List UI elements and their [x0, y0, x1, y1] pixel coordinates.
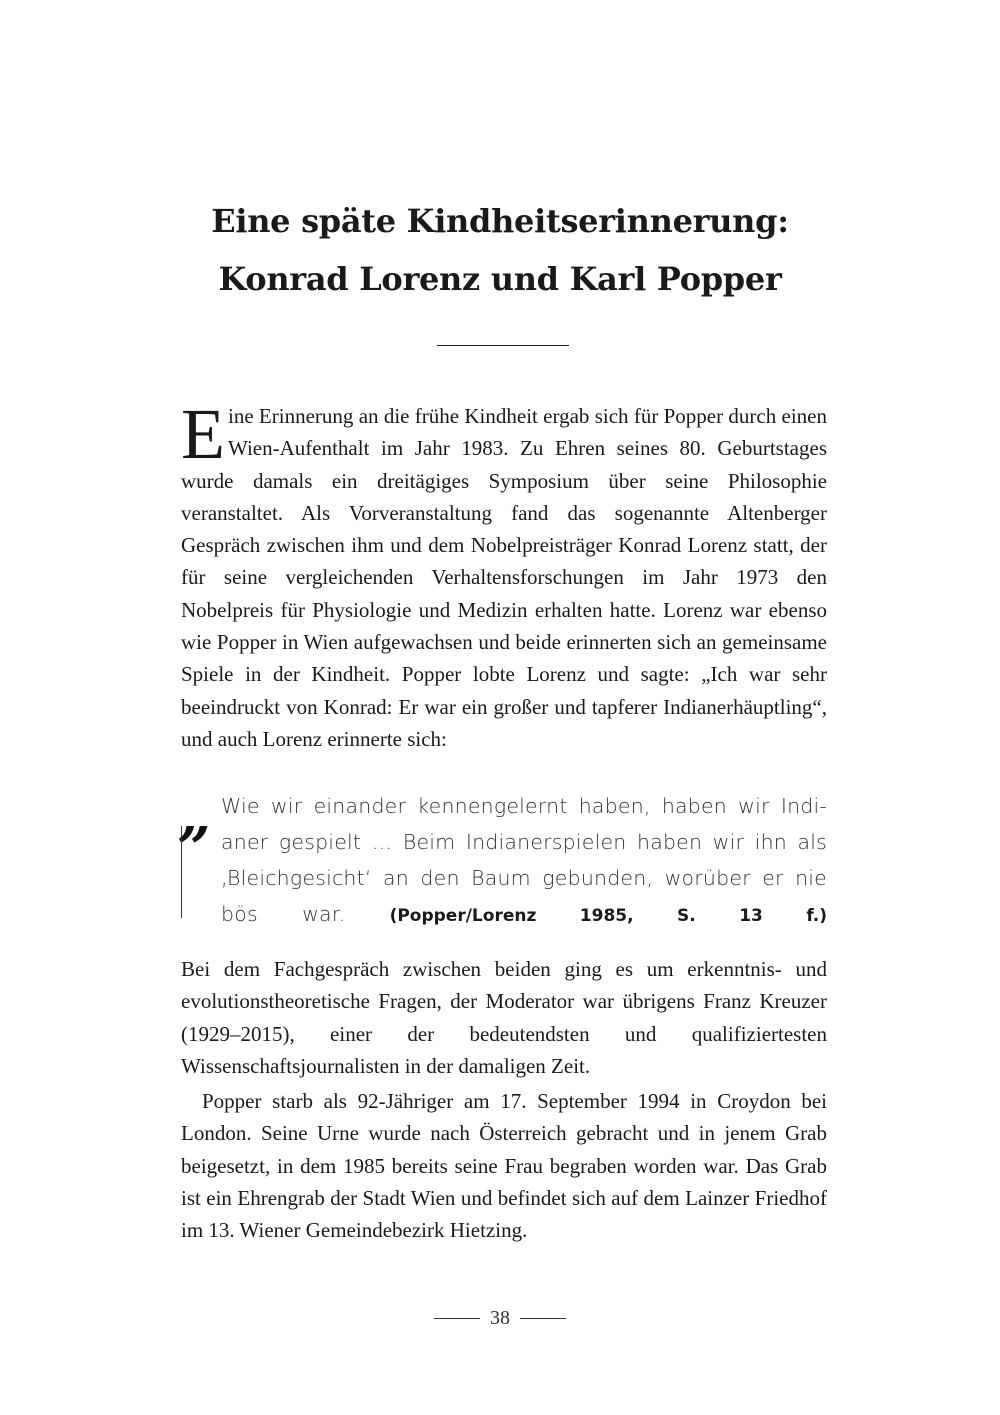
chapter-title	[0, 192, 1000, 308]
paragraph-2: Popper starb als 92-Jähriger am 17. September 1994 in Croydon bei London. Seine Urne wurde nach Österreich gebracht und in jenem Grab beigesetzt, in dem 1985 bereits seine Frau begraben worden war. Das Grab ist ein Ehrengrab der Stadt Wien und befindet sich auf dem Lainzer Friedhof im 13. Wiener Gemeindebezirk Hietzing.	[181, 1089, 827, 1243]
title-divider	[437, 345, 569, 346]
quote-line-2: aner gespielt … Beim Indianerspielen haben wir ihn als	[221, 830, 827, 854]
block-quote	[221, 788, 827, 934]
intro-paragraph	[181, 394, 827, 755]
quote-last-line: bös war.	[221, 902, 346, 926]
footer-rule-left	[434, 1318, 480, 1319]
quote-mark-icon: „	[178, 781, 212, 849]
paragraph-1: Bei dem Fachgespräch zwischen beiden ging es um erkenntnis- und evolutionstheoretische Fragen, der Moderator war übrigens Franz Kreuzer (1929–2015), einer der bedeutendsten und qualifiziertesten Wissenschaftsjournalisten in der damaligen Zeit.	[181, 957, 827, 1078]
intro-text: ine Erinnerung an die frühe Kindheit ergab sich für Popper durch einen Wien-Aufenthalt im Jahr 1983. Zu Ehren seines 80. Geburtstages wurde damals ein dreitägiges Symposium über seine Philosophie veranstaltet. Als Vorveranstaltung fand das sogenannte Altenberger Gespräch zwischen ihm und dem Nobelpreisträger Konrad Lorenz statt, der für seine vergleichenden Verhaltensforschungen im Jahr 1973 den Nobelpreis für Physiologie und Medizin erhalten hatte. Lorenz war ebenso wie Popper in Wien aufgewachsen und beide erinnerten sich an gemeinsame Spiele in der Kindheit. Popper lobte Lorenz und sagte: „Ich war sehr beeindruckt von Konrad: Er war ein großer und tapferer Indianerhäuptling“, und auch Lorenz erinnerte sich:	[181, 404, 827, 751]
footer-rule-right	[520, 1318, 566, 1319]
page-footer	[0, 1306, 1000, 1330]
quote-line-1: Wie wir einander kennengelernt haben, haben wir Indi-	[221, 794, 827, 818]
drop-cap: E	[181, 394, 225, 474]
quote-bar	[181, 826, 182, 918]
quote-line-4	[221, 896, 827, 934]
quote-citation: (Popper/Lorenz 1985, S. 13 f.)	[389, 906, 828, 926]
page-number: 38	[490, 1306, 510, 1329]
chapter-title-line-2: Konrad Lorenz und Karl Popper	[218, 260, 782, 298]
chapter-title-line-1: Eine späte Kindheitserinnerung:	[211, 202, 789, 240]
quote-line-3: ‚Bleichgesicht‘ an den Baum gebunden, worüber er nie	[221, 866, 827, 890]
body-text	[181, 953, 827, 1247]
